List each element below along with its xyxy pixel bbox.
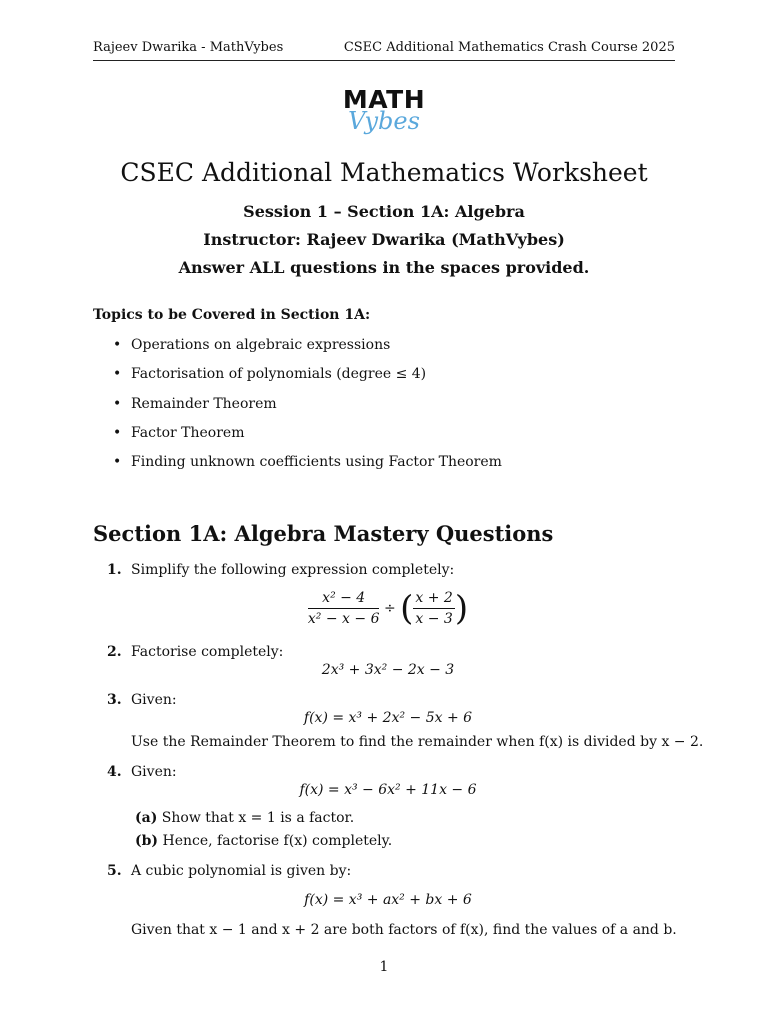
instruction-line: Answer ALL questions in the spaces provided. (178, 258, 590, 277)
question-1 (93, 562, 683, 632)
session-line: Session 1 – Section 1A: Algebra (243, 202, 525, 221)
logo-script: Vybes (348, 107, 420, 135)
logo-wordmark: MATH (342, 85, 426, 114)
topics-heading: Topics to be Covered in Section 1A: (93, 307, 371, 323)
question-text: Given: (131, 692, 177, 708)
header-author: Rajeev Dwarika - MathVybes (93, 40, 284, 55)
question-part-a (135, 810, 354, 826)
question-expression: 2x³ + 3x² − 2x − 3 (321, 662, 455, 678)
numerator: x² − 4 (308, 590, 380, 609)
header-course: CSEC Additional Mathematics Crash Course 2025 (343, 40, 675, 55)
fraction (413, 590, 454, 627)
question-number: 1. (107, 562, 122, 578)
part-label: (a) (135, 810, 158, 826)
question-text: Given: (131, 764, 177, 780)
running-header (93, 40, 675, 61)
question-expression: f(x) = x³ + ax² + bx + 6 (304, 892, 472, 908)
part-text: Show that x = 1 is a factor. (161, 810, 355, 826)
question-followup: Use the Remainder Theorem to find the remainder when f(x) is divided by x − 2. (131, 734, 704, 750)
list-item: • Operations on algebraic expressions (93, 336, 653, 365)
question-number: 2. (107, 644, 122, 660)
question-number: 4. (107, 764, 122, 780)
question-followup: Given that x − 1 and x + 2 are both factors of f(x), find the values of a and b. (131, 922, 677, 938)
mathvybes-logo (0, 85, 768, 135)
section-heading: Section 1A: Algebra Mastery Questions (93, 521, 554, 546)
question-3 (93, 692, 704, 762)
topics-list (93, 336, 653, 482)
question-expression: f(x) = x³ − 6x² + 11x − 6 (299, 782, 477, 798)
question-2 (93, 644, 683, 684)
list-item: • Factorisation of polynomials (degree ≤ 4) (93, 365, 653, 394)
part-label: (b) (135, 833, 159, 849)
list-item: • Factor Theorem (93, 424, 653, 453)
right-paren: ) (454, 588, 469, 629)
question-number: 3. (107, 692, 122, 708)
question-text: Factorise completely: (131, 644, 284, 660)
question-4 (93, 764, 683, 854)
question-text: A cubic polynomial is given by: (131, 863, 352, 879)
question-expression (93, 590, 683, 627)
denominator: x − 3 (415, 611, 453, 627)
left-paren: ( (400, 588, 414, 629)
numerator: x + 2 (413, 590, 454, 609)
page-number: 1 (379, 959, 389, 975)
question-part-b (135, 833, 392, 849)
list-item: • Finding unknown coefficients using Factor Theorem (93, 453, 653, 482)
page-title: CSEC Additional Mathematics Worksheet (120, 158, 648, 187)
operator: ÷ (383, 600, 396, 617)
question-5 (93, 863, 683, 943)
denominator: x² − x − 6 (307, 611, 380, 627)
question-number: 5. (107, 863, 122, 879)
fraction (308, 590, 380, 627)
part-text: Hence, factorise f(x) completely. (162, 833, 393, 849)
list-item: • Remainder Theorem (93, 395, 653, 424)
instructor-line: Instructor: Rajeev Dwarika (MathVybes) (203, 230, 565, 249)
question-text: Simplify the following expression completely: (131, 562, 455, 578)
question-expression: f(x) = x³ + 2x² − 5x + 6 (303, 710, 473, 726)
